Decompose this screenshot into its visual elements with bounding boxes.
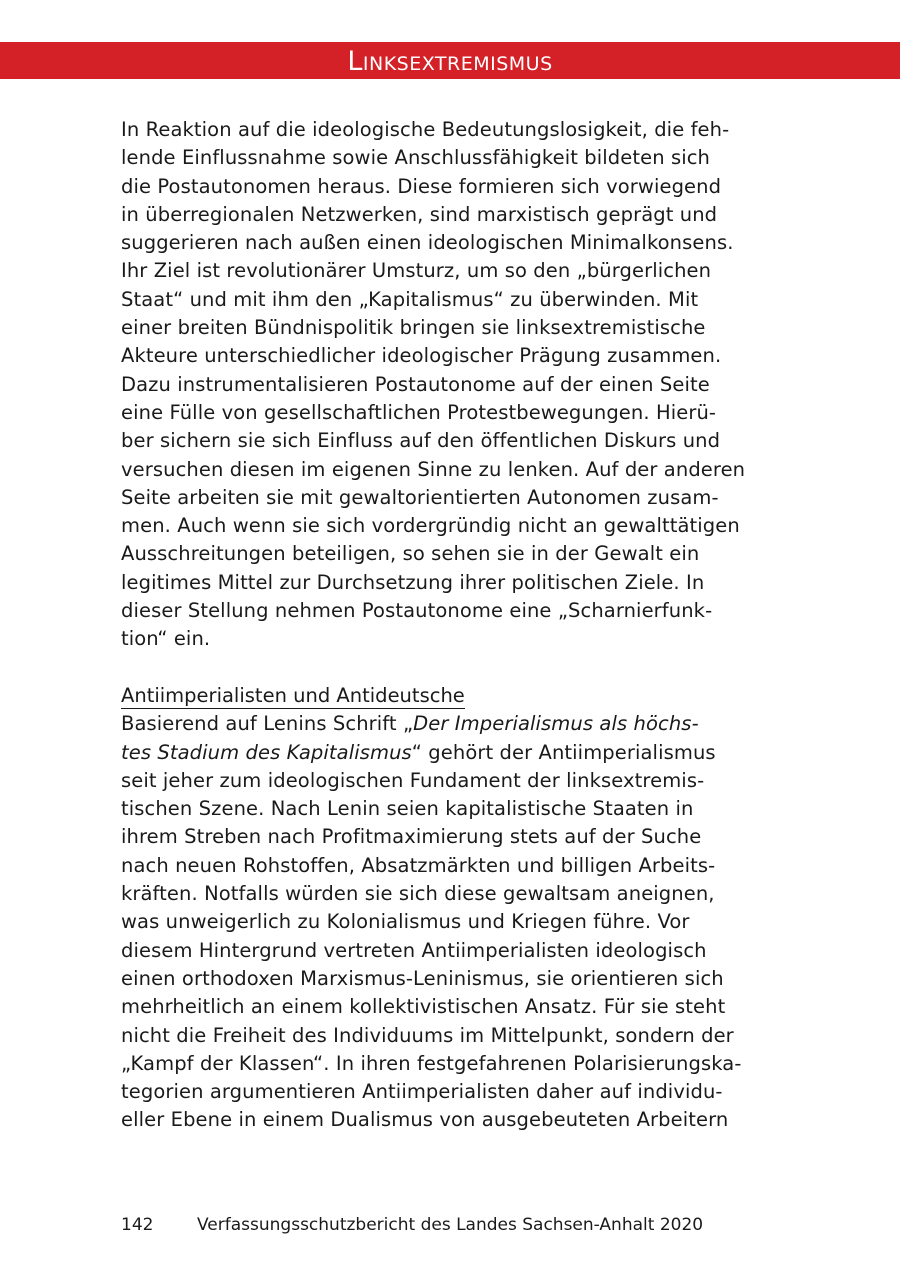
text-line: Ausschreitungen beteiligen, so sehen sie in der Gewalt ein bbox=[121, 542, 700, 566]
chapter-header-bar bbox=[0, 42, 900, 79]
text-line: ihrem Streben nach Profitmaximierung stets auf der Suche bbox=[121, 825, 702, 849]
text-line: Staat“ und mit ihm den „Kapitalismus“ zu überwinden. Mit bbox=[121, 287, 699, 311]
page-body bbox=[121, 116, 771, 1135]
text-line: mehrheitlich an einem kollektivistischen Ansatz. Für sie steht bbox=[121, 995, 726, 1019]
text-line: versuchen diesen im eigenen Sinne zu lenken. Auf der anderen bbox=[121, 457, 746, 481]
text-line: seit jeher zum ideologischen Fundament der linksextremis- bbox=[121, 768, 705, 792]
text-prefix: Basierend auf Lenins Schrift „ bbox=[121, 712, 414, 736]
text-line: Akteure unterschiedlicher ideologischer Prägung zusammen. bbox=[121, 344, 722, 368]
text-line: nach neuen Rohstoffen, Absatzmärkten und billigen Arbeits- bbox=[121, 853, 716, 877]
section-heading-text: Antiimperialisten und Antideutsche bbox=[121, 683, 465, 707]
text-line: eine Fülle von gesellschaftlichen Protestbewegungen. Hierü- bbox=[121, 400, 717, 424]
paragraph-antiimperialismus bbox=[121, 710, 771, 1134]
text-line: tion“ ein. bbox=[121, 627, 211, 651]
section-heading bbox=[121, 682, 771, 710]
text-suffix: “ gehört der Antiimperialismus bbox=[411, 740, 716, 764]
text-line: diesem Hintergrund vertreten Antiimperialisten ideologisch bbox=[121, 938, 707, 962]
text-line: nicht die Freiheit des Individuums im Mittelpunkt, sondern der bbox=[121, 1023, 734, 1047]
text-line: Ihr Ziel ist revolutionärer Umsturz, um so den „bürgerlichen bbox=[121, 259, 712, 283]
text-line: suggerieren nach außen einen ideologischen Minimalkonsens. bbox=[121, 231, 734, 255]
text-line: kräften. Notfalls würden sie sich diese gewaltsam aneignen, bbox=[121, 882, 715, 906]
text-line: einer breiten Bündnispolitik bringen sie linksextremistische bbox=[121, 316, 706, 340]
text-line: In Reaktion auf die ideologische Bedeutungslosigkeit, die feh- bbox=[121, 118, 730, 141]
text-line bbox=[121, 710, 771, 738]
text-line: eller Ebene in einem Dualismus von ausgebeuteten Arbeitern bbox=[121, 1108, 729, 1132]
text-line: tischen Szene. Nach Lenin seien kapitalistische Staaten in bbox=[121, 797, 694, 821]
text-line bbox=[121, 739, 771, 767]
page-footer bbox=[121, 1213, 703, 1237]
text-line: einen orthodoxen Marxismus-Leninismus, sie orientieren sich bbox=[121, 966, 724, 990]
text-line: Dazu instrumentalisieren Postautonome auf der einen Seite bbox=[121, 372, 710, 396]
paragraph-postautonome bbox=[121, 116, 771, 654]
book-title-italic: tes Stadium des Kapitalismus bbox=[121, 740, 412, 764]
text-line: tegorien argumentieren Antiimperialisten daher auf individu- bbox=[121, 1080, 723, 1104]
text-line: ber sichern sie sich Einfluss auf den öffentlichen Diskurs und bbox=[121, 429, 721, 453]
text-line: men. Auch wenn sie sich vordergründig nicht an gewalttätigen bbox=[121, 514, 740, 538]
text-line: dieser Stellung nehmen Postautonome eine „Scharnierfunk- bbox=[121, 599, 713, 623]
text-line: legitimes Mittel zur Durchsetzung ihrer politischen Ziele. In bbox=[121, 570, 705, 594]
text-line: Seite arbeiten sie mit gewaltorientierten Autonomen zusam- bbox=[121, 485, 719, 509]
text-line: was unweigerlich zu Kolonialismus und Kriegen führe. Vor bbox=[121, 910, 690, 934]
text-line: „Kampf der Klassen“. In ihren festgefahrenen Polarisierungska- bbox=[121, 1051, 742, 1075]
text-line: in überregionalen Netzwerken, sind marxistisch geprägt und bbox=[121, 202, 718, 226]
paragraph-spacer bbox=[121, 654, 771, 682]
publication-title: Verfassungsschutzbericht des Landes Sachsen-Anhalt 2020 bbox=[197, 1215, 704, 1235]
page-number: 142 bbox=[121, 1215, 154, 1235]
chapter-title: Linksextremismus bbox=[347, 46, 553, 77]
text-line: die Postautonomen heraus. Diese formieren sich vorwiegend bbox=[121, 174, 722, 198]
text-line: lende Einflussnahme sowie Anschlussfähigkeit bildeten sich bbox=[121, 146, 711, 170]
book-title-italic: Der Imperialismus als höchs- bbox=[413, 712, 699, 736]
